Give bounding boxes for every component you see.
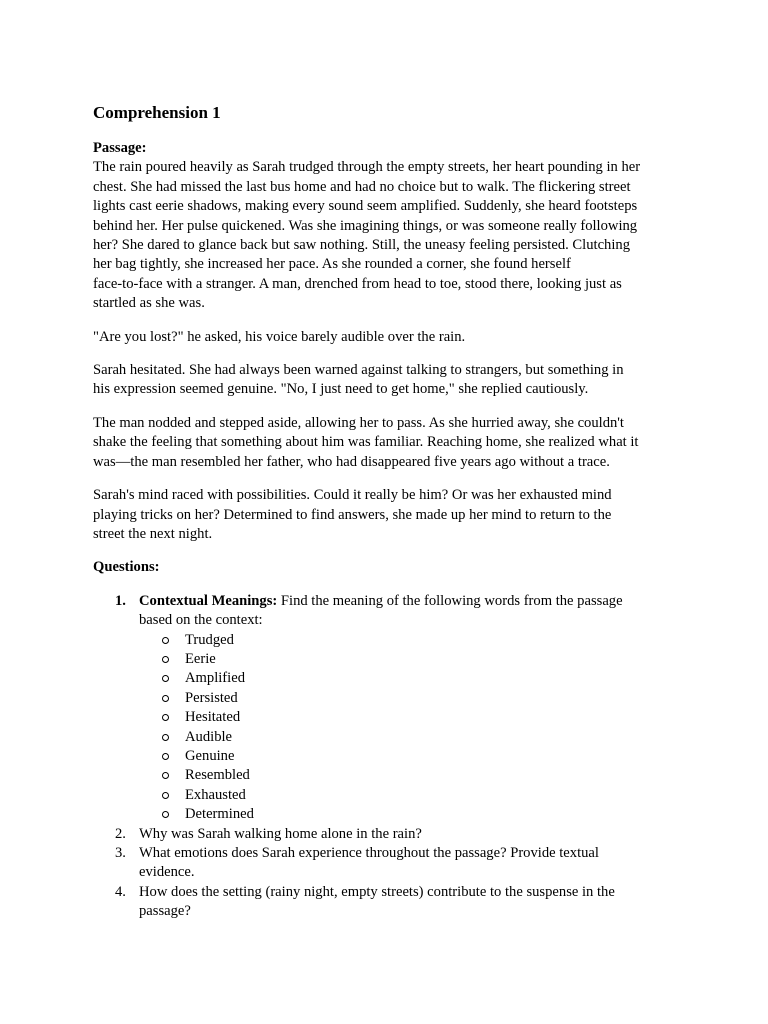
question-number: 2.	[115, 825, 126, 842]
word-list	[139, 631, 683, 825]
document-content	[93, 102, 683, 922]
word-text: Trudged	[185, 631, 234, 648]
question-item	[93, 844, 683, 883]
questions-list	[93, 592, 683, 922]
passage-paragraph-4: The man nodded and stepped aside, allowing her to pass. As she hurried away, she couldn't shake the feeling that something about him was familiar. Reaching home, she realized what it was—the man resembled her father, who had disappeared five years ago without a trace.	[93, 414, 639, 470]
circle-bullet-icon	[162, 792, 169, 799]
question-lead: Contextual Meanings:	[139, 592, 278, 609]
circle-bullet-icon	[162, 734, 169, 741]
word-text: Audible	[185, 728, 233, 745]
word-text: Resembled	[185, 767, 250, 784]
question-text: What emotions does Sarah experience throughout the passage? Provide textual evidence.	[139, 845, 599, 881]
question-text: How does the setting (rainy night, empty streets) contribute to the suspense in the passage?	[139, 883, 615, 920]
word-list-item	[139, 631, 683, 650]
word-list-item	[139, 708, 683, 727]
word-list-item	[139, 747, 683, 766]
question-text: Why was Sarah walking home alone in the rain?	[139, 825, 422, 842]
questions-label: Questions:	[93, 559, 160, 576]
word-list-item	[139, 728, 683, 747]
word-list-item	[139, 650, 683, 669]
question-number: 4.	[115, 883, 126, 900]
circle-bullet-icon	[162, 656, 169, 663]
passage-paragraph-3: Sarah hesitated. She had always been warned against talking to strangers, but something in his expression seemed genuine. "No, I just need to get home," she replied cautiously.	[93, 362, 624, 398]
word-text: Persisted	[185, 689, 238, 706]
circle-bullet-icon	[162, 772, 169, 779]
word-list-item	[139, 766, 683, 785]
word-text: Genuine	[185, 747, 235, 764]
word-text: Amplified	[185, 670, 245, 687]
passage-label: Passage:	[93, 140, 147, 156]
circle-bullet-icon	[162, 675, 169, 682]
word-list-item	[139, 669, 683, 688]
question-number: 3.	[115, 845, 126, 861]
word-text: Eerie	[185, 650, 216, 667]
question-text: Find the meaning of the following words from the passage based on the context:	[139, 592, 623, 629]
word-text: Exhausted	[185, 786, 246, 803]
passage-paragraph-5: Sarah's mind raced with possibilities. Could it really be him? Or was her exhausted mind playing tricks on her? Determined to find answers, she made up her mind to return to the street the next night.	[93, 487, 612, 542]
circle-bullet-icon	[162, 695, 169, 702]
word-text: Hesitated	[185, 709, 241, 726]
passage-paragraph-2: "Are you lost?" he asked, his voice barely audible over the rain.	[93, 328, 466, 345]
page-title: Comprehension 1	[93, 103, 221, 122]
circle-bullet-icon	[162, 811, 169, 818]
circle-bullet-icon	[162, 714, 169, 721]
word-list-item	[139, 786, 683, 805]
question-number: 1.	[115, 592, 126, 609]
circle-bullet-icon	[162, 753, 169, 760]
word-list-item	[139, 689, 683, 708]
circle-bullet-icon	[162, 637, 169, 644]
question-item	[93, 825, 683, 844]
question-item	[93, 592, 683, 825]
passage-paragraph-1: The rain poured heavily as Sarah trudged through the empty streets, her heart pounding in her chest. She had missed the last bus home and had no choice but to walk. The flickering street lights cast eerie shadows, making every sound seem amplified. Suddenly, she heard footsteps behind her. Her pulse quickened. Was she imagining things, or was someone really following her? She dared to glance back but saw nothing. Still, the uneasy feeling persisted. Clutching her bag tightly, she increased her pace. As she rounded a corner, she found herself face-to-face with a stranger. A man, drenched from head to toe, stood there, looking just as startled as she was.	[93, 159, 641, 312]
question-item	[93, 883, 683, 922]
word-list-item	[139, 805, 683, 824]
word-text: Determined	[185, 806, 254, 823]
